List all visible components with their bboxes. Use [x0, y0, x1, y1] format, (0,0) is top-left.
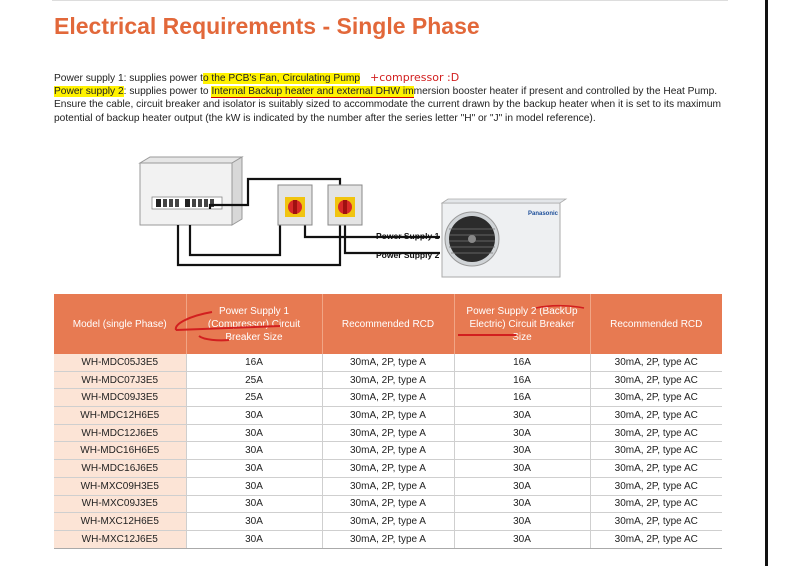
p1-prefix: Power supply 1: supplies power t [54, 73, 203, 84]
header-model-label: Model (single Phase) [72, 318, 167, 330]
cell-ps1-breaker: 30A [186, 460, 322, 478]
cell-ps2-breaker: 30A [454, 424, 590, 442]
header-rcd-2 [590, 294, 722, 354]
wiring-diagram [130, 155, 570, 280]
cell-ps1-breaker: 25A [186, 371, 322, 389]
header-ps2-breaker [454, 294, 590, 354]
table-row [54, 513, 722, 531]
cell-model: WH-MDC07J3E5 [54, 371, 186, 389]
cell-rcd-1: 30mA, 2P, type A [322, 495, 454, 513]
cell-rcd-1: 30mA, 2P, type A [322, 424, 454, 442]
cell-model: WH-MDC09J3E5 [54, 389, 186, 407]
table-row [54, 460, 722, 478]
cell-model: WH-MXC09J3E5 [54, 495, 186, 513]
power-supply-2-paragraph [54, 85, 734, 125]
isolator-switch-1-icon [278, 185, 312, 225]
cell-rcd-2: 30mA, 2P, type AC [590, 424, 722, 442]
page-edge-rule [765, 0, 768, 566]
top-rule [52, 0, 728, 1]
cell-rcd-2: 30mA, 2P, type AC [590, 354, 722, 371]
cell-rcd-2: 30mA, 2P, type AC [590, 389, 722, 407]
table-row [54, 477, 722, 495]
electrical-requirements-table-wrap [54, 294, 722, 549]
header-rcd-2-label: Recommended RCD [610, 318, 703, 330]
cell-rcd-1: 30mA, 2P, type A [322, 442, 454, 460]
cell-rcd-2: 30mA, 2P, type AC [590, 442, 722, 460]
table-row [54, 530, 722, 548]
brand-logo: Panasonic [528, 211, 559, 217]
cell-rcd-1: 30mA, 2P, type A [322, 460, 454, 478]
cell-ps1-breaker: 30A [186, 495, 322, 513]
cell-rcd-2: 30mA, 2P, type AC [590, 530, 722, 548]
header-ps1-breaker [186, 294, 322, 354]
electrical-requirements-table [54, 294, 722, 549]
cell-ps1-breaker: 30A [186, 442, 322, 460]
cell-model: WH-MXC12H6E5 [54, 513, 186, 531]
heat-pump-unit-icon [442, 199, 566, 277]
table-header-row [54, 294, 722, 354]
cell-rcd-1: 30mA, 2P, type A [322, 354, 454, 371]
cell-model: WH-MXC09H3E5 [54, 477, 186, 495]
p1-highlight: o the PCB's Fan, Circulating Pump [202, 73, 361, 84]
cell-ps2-breaker: 16A [454, 371, 590, 389]
header-model [54, 294, 186, 354]
cell-rcd-2: 30mA, 2P, type AC [590, 371, 722, 389]
p2-highlight-lead: Power supply 2 [54, 86, 124, 98]
cell-ps1-breaker: 30A [186, 407, 322, 425]
cell-ps1-breaker: 30A [186, 477, 322, 495]
table-row [54, 371, 722, 389]
page-title: Electrical Requirements - Single Phase [54, 13, 480, 39]
header-rcd-1-label: Recommended RCD [341, 318, 435, 330]
table-row [54, 407, 722, 425]
table-row [54, 424, 722, 442]
p2-text-b: mersion booster heater if present and controlled by the Heat Pump. Ensure the cable, circuit breaker and isolator is suitably sized to accommodate the current drawn by the backup heater when it is set to its maximum potential of backup heater output (the kW is indicated by the number after the series letter "H" or "J" in model reference). [54, 86, 722, 124]
table-row [54, 495, 722, 513]
cell-rcd-2: 30mA, 2P, type AC [590, 477, 722, 495]
power-supply-1-label: Power Supply 1 [376, 231, 440, 241]
cell-ps2-breaker: 30A [454, 460, 590, 478]
cell-ps2-breaker: 30A [454, 495, 590, 513]
cell-model: WH-MDC16J6E5 [54, 460, 186, 478]
header-ps1-breaker-label: Power Supply 1 (Compressor) Circuit Breaker Size [207, 305, 301, 343]
cell-ps1-breaker: 30A [186, 513, 322, 531]
cell-rcd-1: 30mA, 2P, type A [322, 530, 454, 548]
cell-rcd-2: 30mA, 2P, type AC [590, 460, 722, 478]
cell-rcd-2: 30mA, 2P, type AC [590, 407, 722, 425]
cell-ps1-breaker: 30A [186, 424, 322, 442]
cell-model: WH-MDC16H6E5 [54, 442, 186, 460]
consumer-unit-icon [140, 157, 242, 225]
header-ps2-breaker-label: Power Supply 2 (BackUp Electric) Circuit Breaker Size [466, 305, 578, 343]
cell-ps2-breaker: 16A [454, 389, 590, 407]
cell-model: WH-MXC12J6E5 [54, 530, 186, 548]
cell-model: WH-MDC12J6E5 [54, 424, 186, 442]
cell-ps1-breaker: 30A [186, 530, 322, 548]
cell-ps2-breaker: 30A [454, 477, 590, 495]
cell-rcd-1: 30mA, 2P, type A [322, 389, 454, 407]
cell-model: WH-MDC05J3E5 [54, 354, 186, 371]
cell-ps2-breaker: 30A [454, 530, 590, 548]
handwritten-note: +compressor :D [370, 71, 460, 84]
cell-rcd-1: 30mA, 2P, type A [322, 407, 454, 425]
p2-highlight-mid: Internal Backup heater and external DHW im [211, 86, 414, 98]
cell-ps2-breaker: 16A [454, 354, 590, 371]
cell-rcd-1: 30mA, 2P, type A [322, 513, 454, 531]
isolator-switch-2-icon [328, 185, 362, 225]
cell-ps2-breaker: 30A [454, 407, 590, 425]
table-row [54, 442, 722, 460]
cell-ps2-breaker: 30A [454, 442, 590, 460]
cell-rcd-1: 30mA, 2P, type A [322, 371, 454, 389]
cell-rcd-2: 30mA, 2P, type AC [590, 513, 722, 531]
power-supply-1-line [54, 71, 734, 85]
cell-model: WH-MDC12H6E5 [54, 407, 186, 425]
cell-rcd-1: 30mA, 2P, type A [322, 477, 454, 495]
cell-ps1-breaker: 25A [186, 389, 322, 407]
cell-ps1-breaker: 16A [186, 354, 322, 371]
table-body [54, 354, 722, 548]
p2-text-a: : supplies power to [123, 86, 212, 98]
table-row [54, 389, 722, 407]
cell-ps2-breaker: 30A [454, 513, 590, 531]
description-text [54, 71, 734, 125]
cell-rcd-2: 30mA, 2P, type AC [590, 495, 722, 513]
power-supply-2-label: Power Supply 2 [376, 250, 440, 260]
table-row [54, 354, 722, 371]
header-rcd-1 [322, 294, 454, 354]
